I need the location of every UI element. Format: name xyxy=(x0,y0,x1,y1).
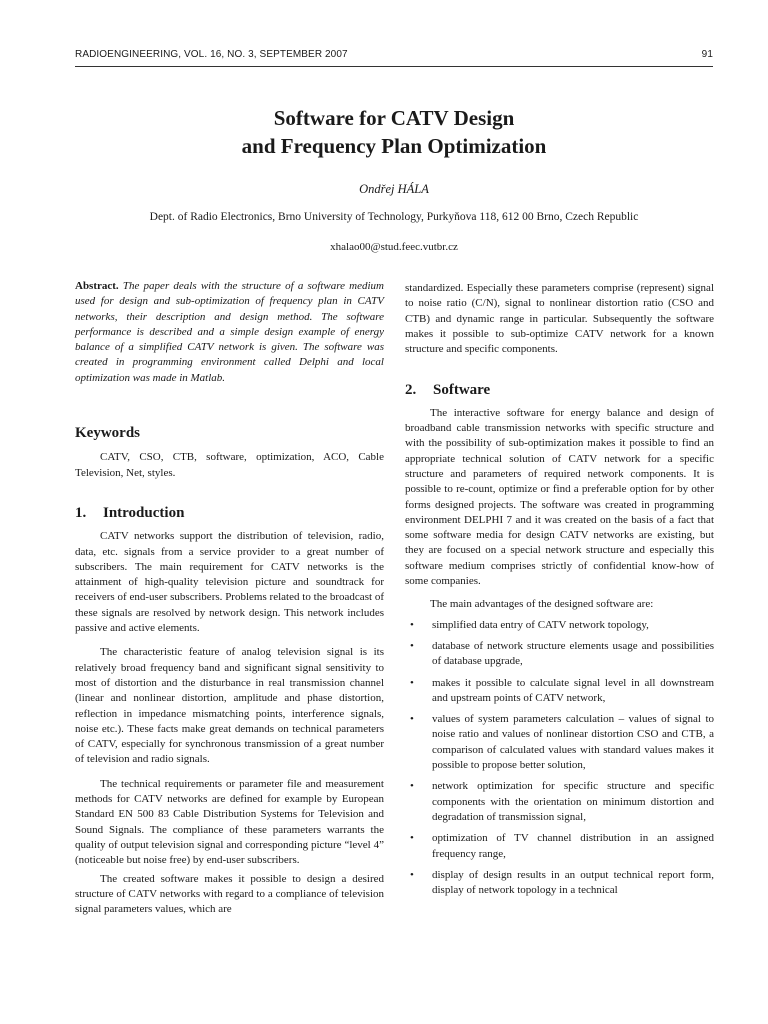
bullet-icon: • xyxy=(410,780,414,793)
left-column xyxy=(75,279,384,917)
author-affiliation: Dept. of Radio Electronics, Brno University of Technology, Purkyňova 118, 612 00 Brno, Czech Republic xyxy=(149,211,639,223)
bullet-icon: • xyxy=(410,676,414,689)
title-line-2: and Frequency Plan Optimization xyxy=(241,134,547,158)
title-line-1: Software for CATV Design xyxy=(273,106,515,130)
intro-paragraph-4: The created software makes it possible to design a desired structure of CATV networks with regard to a compliance of television signal parameters values, which are xyxy=(75,872,384,916)
list-item: • database of network structure elements usage and possibilities of database upgrade, xyxy=(410,639,714,668)
page-number: 91 xyxy=(701,49,713,60)
bullet-icon: • xyxy=(410,832,414,845)
bullet-icon: • xyxy=(410,713,414,726)
intro-paragraph-2: The characteristic feature of analog television signal is its relatively broad frequency band and significant signal sensitivity to most of distortion and the disturbance in real transmission channel (linear and nonlinear distortion, amplitude and phase distortion, reflection in impedance mismatching points, interference signals, noise etc.). These facts make great demands on technical parameters of CATV, especially for synchronous transmission of a great number of television and radio signals. xyxy=(75,646,384,766)
bullet-icon: • xyxy=(410,868,414,881)
software-heading xyxy=(405,383,714,398)
list-item: • values of system parameters calculation – values of signal to noise ratio and values of nonlinear distortion CSO and CTB, a comparison of calculated values with standard values makes it possible to propose better solution, xyxy=(410,713,714,772)
list-item: • optimization of TV channel distribution in an assigned frequency range, xyxy=(410,832,714,860)
intro-paragraph-3: The technical requirements or parameter file and measurement methods for CATV networks are defined for example by European Standard EN 500 83 Cable Distribution Systems for Television and Sound Signals. The compliance of these parameters warrants the quality of output television signal and corresponding picture “level 4” (noticeable but noise free) by end-user subscribers. xyxy=(75,777,384,867)
intro-paragraph-1: CATV networks support the distribution of television, radio, data, etc. signals from a service provider to a great number of subscribers. The main requirement for CATV networks is the attainment of high-quality television picture and soundtrack for receivers of end-user subscribers. Problems related to the broadcast of these signals are resolved by network design. This network includes passive and active elements. xyxy=(75,530,384,635)
introduction-heading xyxy=(75,506,384,521)
list-item: • simplified data entry of CATV network topology, xyxy=(405,618,714,633)
bullet-icon: • xyxy=(410,639,414,652)
software-paragraph-1: The interactive software for energy balance and design of broadband cable transmission networks with specific structure and with the possibility of sub-optimization makes it possible to find an appropriate technical solution of CATV network for a specific structure and parameters of required network components. It is possible to re-count, optimize or find a preferable option for by other forms designed projects. The software was created in programming environment DELPHI 7 and it was created on the basis of a fact that some software media for design CATV networks are existing, but they are focused on a special network structure and especially this software medium comprises strictly of confidential know-how of some companies. xyxy=(405,406,714,588)
abstract xyxy=(75,279,384,386)
section-title: Introduction xyxy=(103,504,185,521)
running-header xyxy=(75,49,713,63)
abstract-text: The paper deals with the structure of a software medium used for design and sub-optimization of frequency plan in CATV networks, their description and design method. The software performance is described and a simple design example of energy balance of a simplified CATV network is given. The software was created in programming environment called Delphi and local optimization was made in Matlab. xyxy=(75,280,384,384)
abstract-label: Abstract. xyxy=(75,280,119,292)
advantages-list xyxy=(405,618,714,899)
section-title: Software xyxy=(433,382,491,399)
section-number: 2. xyxy=(405,382,417,399)
list-item: • network optimization for specific structure and specific components with the orientation on minimum distortion and degradation of transmission signal, xyxy=(410,780,714,823)
header-divider xyxy=(75,66,713,67)
intro-continuation: standardized. Especially these parameters comprise (represent) signal to noise ratio (C/N), signal to nonlinear distortion ratio (CSO and CTB) and dynamic range in particular. Subsequently the software makes it possible to sub-optimize CATV network for a known structure and specific components. xyxy=(405,282,714,356)
paper-title xyxy=(75,104,713,160)
keywords-text: CATV, CSO, CTB, software, optimization, ACO, Cable Television, Net, styles. xyxy=(75,451,384,479)
list-item: • display of design results in an output technical report form, display of network topology in a technical xyxy=(410,868,714,897)
author-name: Ondřej HÁLA xyxy=(359,182,429,196)
journal-citation: RADIOENGINEERING, VOL. 16, NO. 3, SEPTEMBER 2007 xyxy=(75,49,348,60)
right-column xyxy=(405,281,714,898)
software-paragraph-2: The main advantages of the designed software are: xyxy=(430,598,654,611)
section-number: 1. xyxy=(75,504,87,521)
list-item: • makes it possible to calculate signal level in all downstream and upstream points of CATV network, xyxy=(410,676,714,704)
bullet-icon: • xyxy=(410,618,414,631)
author-email: xhalao00@stud.feec.vutbr.cz xyxy=(330,241,458,253)
keywords-heading: Keywords xyxy=(75,425,140,442)
